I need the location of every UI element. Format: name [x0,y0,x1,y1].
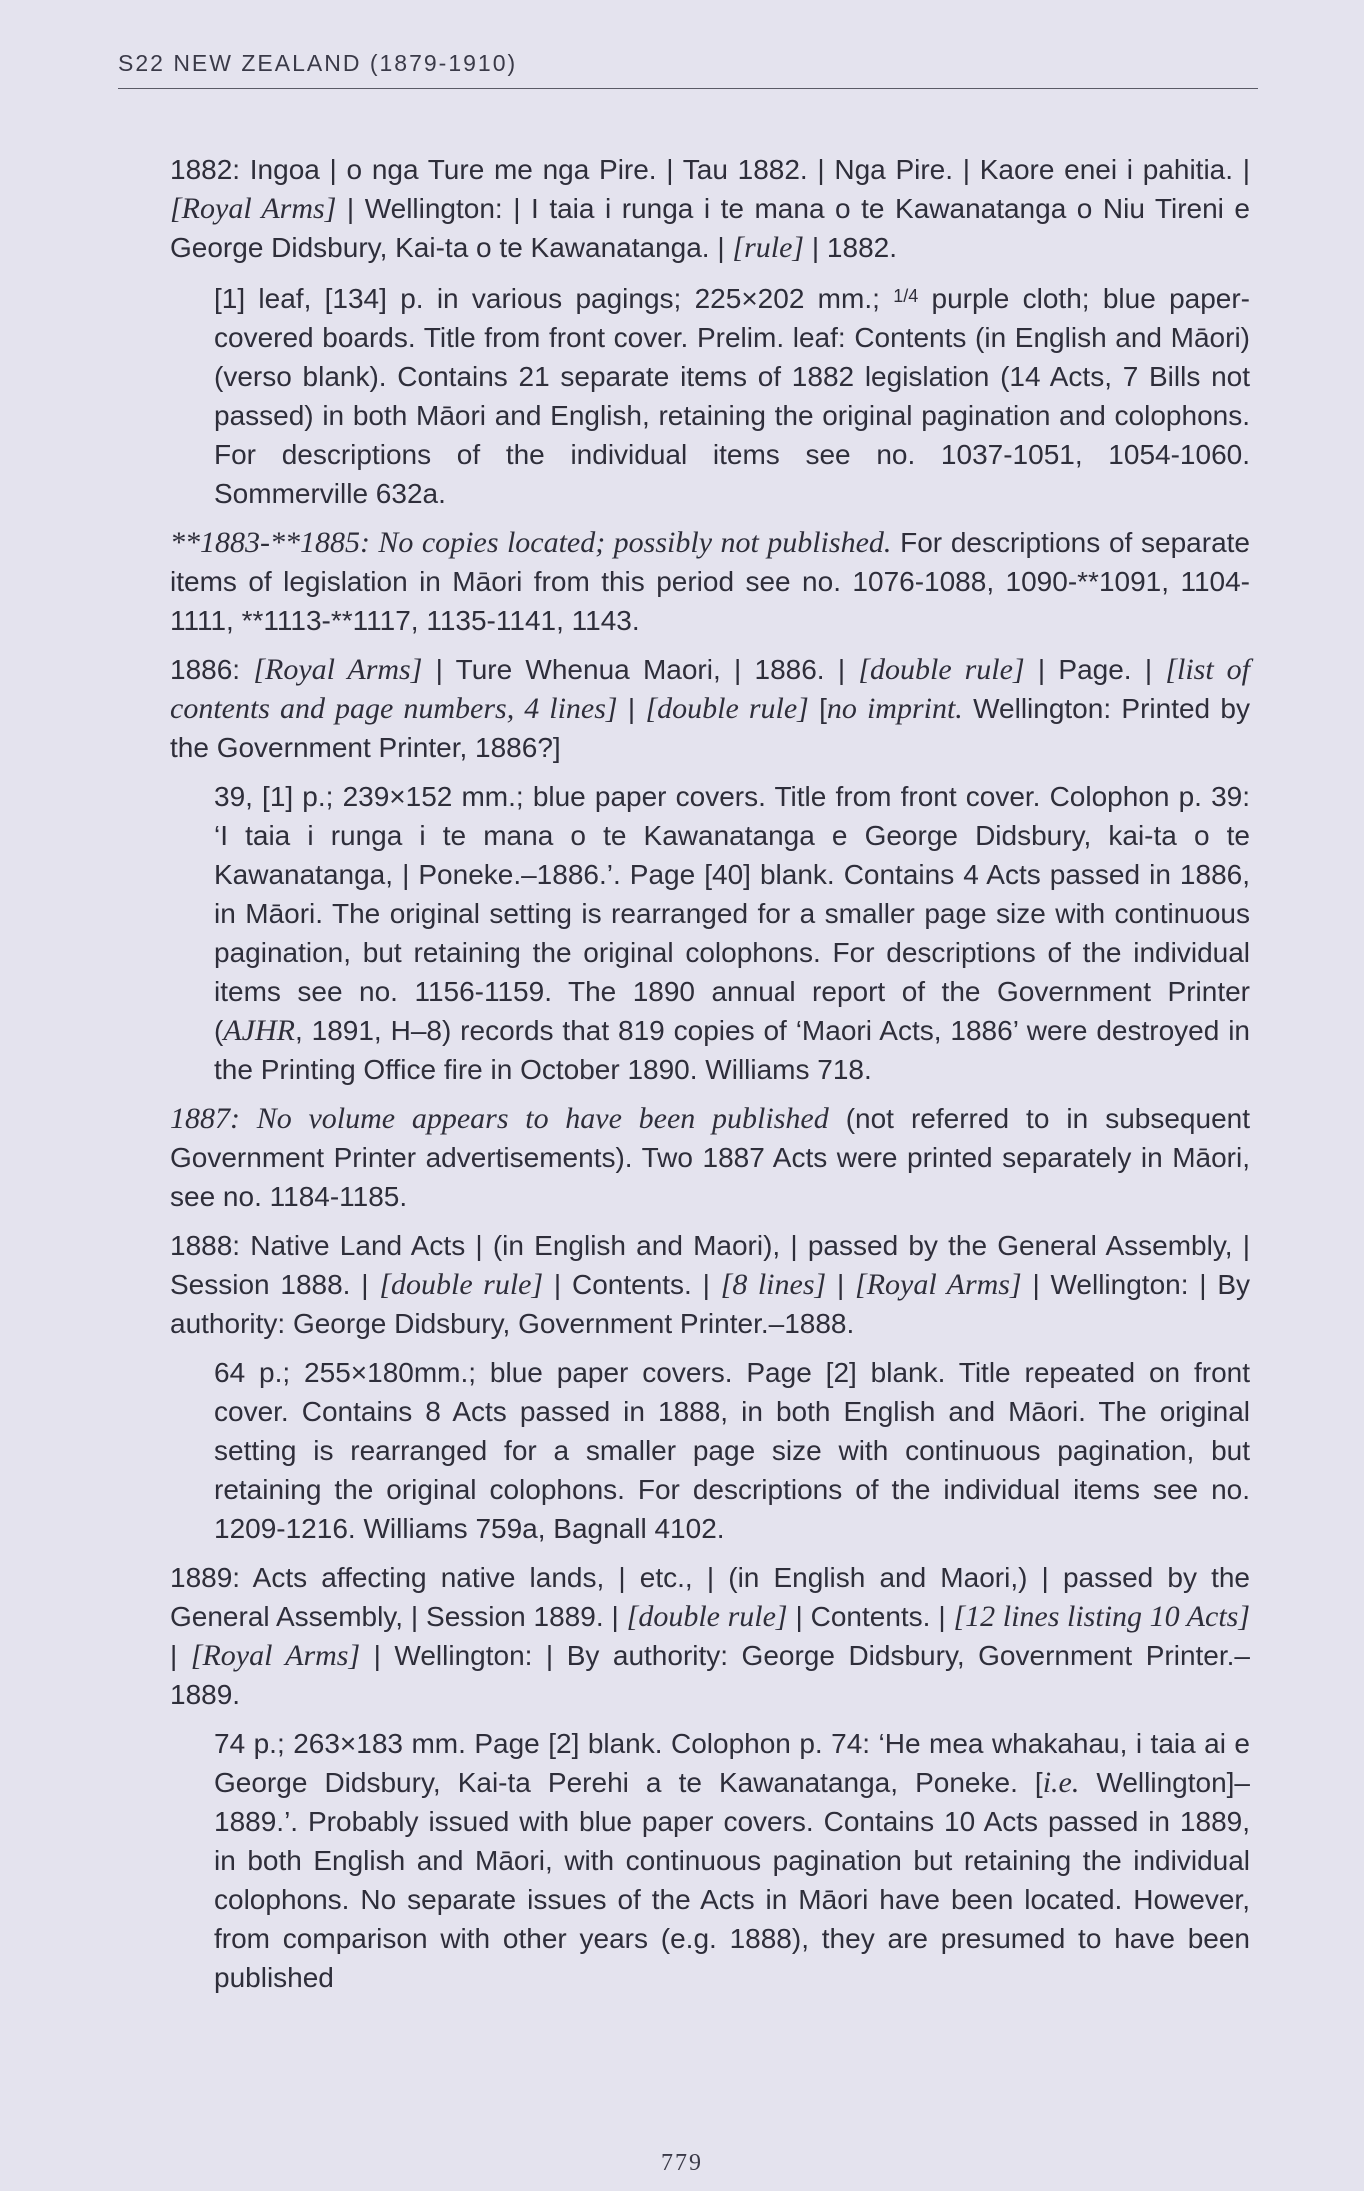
description-text: [1] leaf, [134] p. in various pagings; 225×202 mm.; [214,283,894,314]
description-text: , 1891, H–8) records that 819 copies of ‘Maori Acts, 1886’ were destroyed in the Printing Office fire in October 1890. Williams 718. [214,1015,1250,1085]
entry-text: | [826,1269,856,1300]
entry-1889 [170,1558,1250,1714]
entry-text: | Contents. | [543,1269,721,1300]
editorial-note: 1887: No volume appears to have been published [170,1102,829,1135]
page-number: 779 [661,2150,703,2176]
entry-1883-1885 [170,523,1250,640]
entry-text: | Wellington: | I taia i runga i te mana o te Kawanatanga o Niu Tireni e George Didsbury, Kai-ta o te Kawanatanga. | [170,193,1250,263]
entry-text: | [170,1640,191,1671]
header-rule [118,88,1258,89]
editorial-note: [double rule] [626,1600,788,1633]
running-head: S22 NEW ZEALAND (1879-1910) [118,50,518,76]
editorial-note: no imprint. [826,692,963,725]
description-text: 64 p.; 255×180mm.; blue paper covers. Page [2] blank. Title repeated on front cover. Contains 8 Acts passed in 1888, in both English and Māori. The original setting is rearranged for a smaller page size with continuous pagination, but retaining the original colophons. For descriptions of the individual items see no. 1209-1216. Williams 759a, Bagnall 4102. [214,1357,1250,1544]
editorial-note: [Royal Arms] [170,192,337,225]
editorial-note: **1883-**1885: No copies located; possibly not published. [170,526,892,559]
description-text: 74 p.; 263×183 mm. Page [2] blank. Colophon p. 74: ‘He mea whakahau, i taia ai e George Didsbury, Kai-ta Perehi a te Kawanatanga, Poneke. [ [214,1728,1250,1798]
description-text: Wellington]–1889.’. Probably issued with blue paper covers. Contains 10 Acts passed in 1889, in both English and Māori, with continuous pagination but retaining the individual colophons. No separate issues of the Acts in Māori have been located. However, from comparison with other years (e.g. 1888), they are presumed to have been published [214,1767,1251,1993]
editorial-note: [double rule] [858,653,1025,686]
fraction: 1/4 [893,286,919,306]
description-1886 [214,777,1250,1089]
entry-text: Wellington: Printed by the Government Printer, 1886?] [170,693,1250,763]
entry-text: 1889: Acts affecting native lands, | etc., | (in English and Maori,) | passed by the General Assembly, | Session 1889. | [170,1562,1250,1632]
entry-text: | [617,693,646,724]
entry-text: 1882: Ingoa | o nga Ture me nga Pire. | Tau 1882. | Nga Pire. | Kaore enei i pahitia. | [170,154,1250,185]
entry-text: For descriptions of separate items of legislation in Māori from this period see no. 1076-1088, 1090-**1091, 1104-1111, **1113-**1117, 1135-1141, 1143. [170,527,1250,636]
entry-text: | Contents. | [787,1601,954,1632]
description-1888 [214,1353,1250,1548]
entry-text: 1886: [170,654,254,685]
entry-1886 [170,650,1250,767]
entry-text: 1888: Native Land Acts | (in English and Maori), | passed by the General Assembly, | Session 1888. | [170,1230,1250,1300]
italic-term: AJHR [223,1014,295,1047]
editorial-note: [Royal Arms] [855,1268,1022,1301]
italic-term: i.e. [1042,1766,1080,1799]
editorial-note: [12 lines listing 10 Acts] [953,1600,1251,1633]
editorial-note: [list of contents and page numbers, 4 lines] [170,653,1250,725]
entry-1887 [170,1099,1250,1216]
entry-text: | Ture Whenua Maori, | 1886. | [422,654,859,685]
editorial-note: [Royal Arms] [190,1639,361,1672]
entry-text: [ [808,693,827,724]
description-text: purple cloth; blue paper-covered boards. Title from front cover. Prelim. leaf: Contents (in English and Māori) (verso blank). Contains 21 separate items of 1882 legislation (14 Acts, 7 Bills not passed) in both Māori and English, retaining the original pagination and colophons. For descriptions of the individual items see no. 1037-1051, 1054-1060. Sommerville 632a. [214,283,1251,509]
entry-text: | Wellington: | By authority: George Didsbury, Government Printer.–1888. [170,1269,1251,1339]
description-text: 39, [1] p.; 239×152 mm.; blue paper covers. Title from front cover. Colophon p. 39: ‘I taia i runga i te mana o te Kawanatanga e George Didsbury, kai-ta o te Kawanatanga, | Poneke.–1886.’. Page [40] blank. Contains 4 Acts passed in 1886, in Māori. The original setting is rearranged for a smaller page size with continuous pagination, but retaining the original colophons. For descriptions of the individual items see no. 1156-1159. The 1890 annual report of the Government Printer ( [214,781,1250,1046]
editorial-note: [rule] [732,231,805,264]
entry-1888 [170,1226,1250,1343]
editorial-note: [double rule] [645,692,809,725]
entry-text: | Page. | [1024,654,1166,685]
editorial-note: [8 lines] [720,1268,827,1301]
editorial-note: [double rule] [379,1268,544,1301]
description-1889 [214,1724,1250,1997]
entry-text: | Wellington: | By authority: George Didsbury, Government Printer.–1889. [170,1640,1250,1710]
entry-text: | 1882. [804,232,897,263]
description-1882 [214,277,1250,513]
editorial-note: [Royal Arms] [253,653,423,686]
entry-1882 [170,150,1250,267]
bibliography-body [170,150,1250,2007]
entry-text: (not referred to in subsequent Government Printer advertisements). Two 1887 Acts were printed separately in Māori, see no. 1184-1185. [170,1103,1250,1212]
